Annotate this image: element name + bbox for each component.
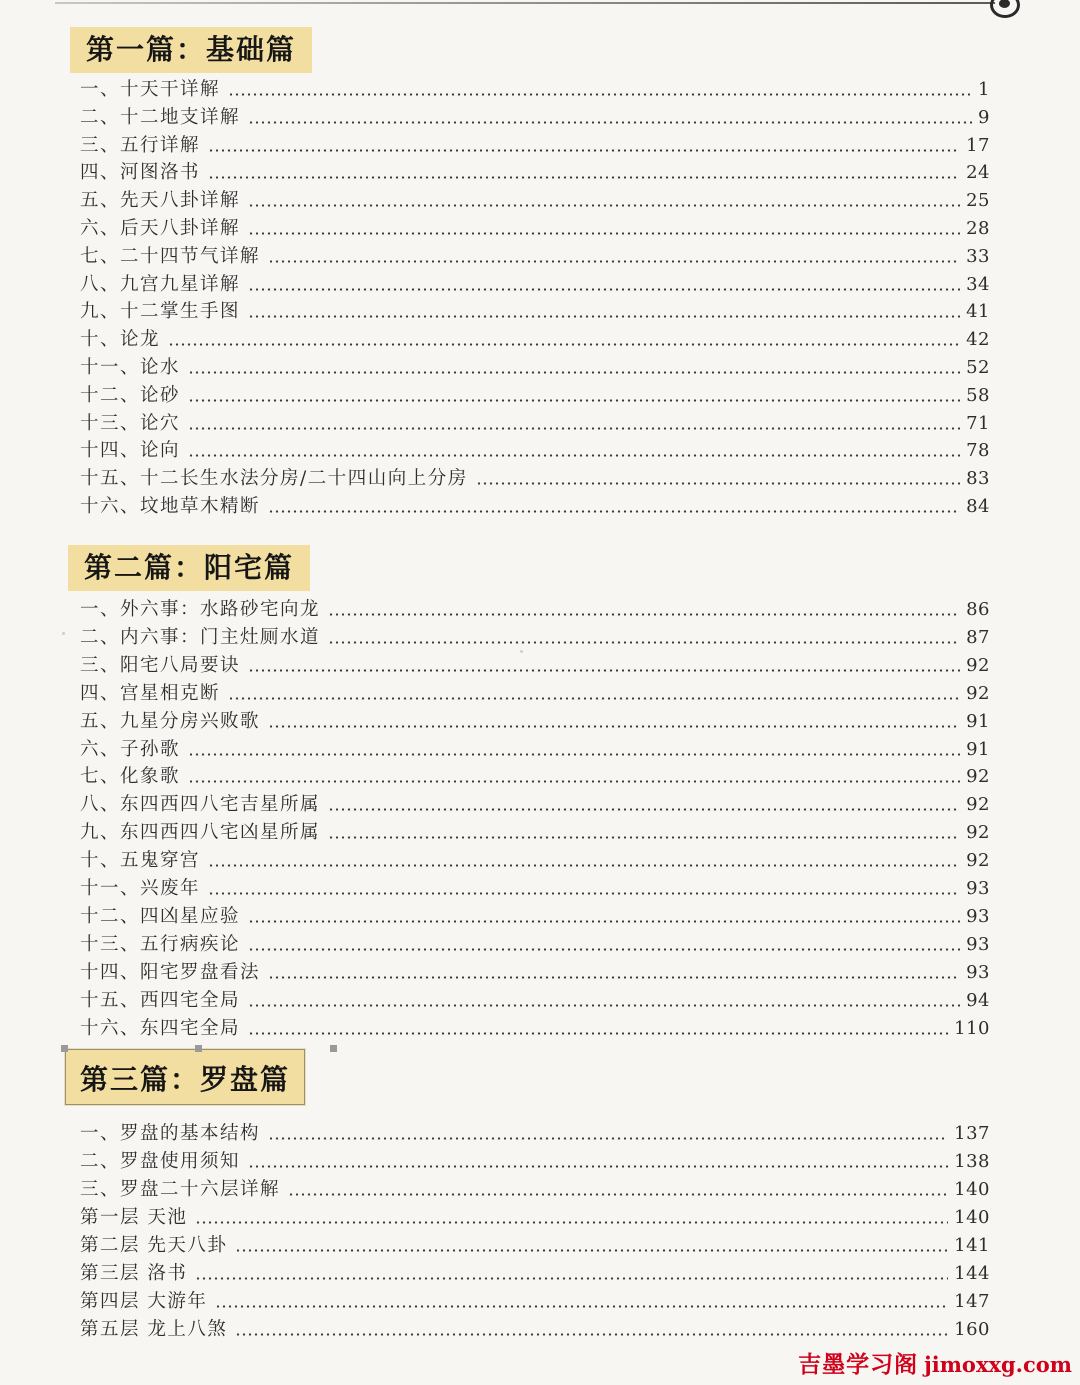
toc-entry-title: 十三、论穴: [80, 412, 181, 434]
toc-entry-title: 十一、论水: [80, 357, 181, 378]
toc-entry-title: 十二、四凶星应验: [80, 905, 241, 927]
toc-entry[interactable]: [80, 598, 990, 622]
toc-entry-page: 84: [966, 496, 990, 517]
toc-entry-page: 83: [966, 468, 990, 490]
dot-leader: [228, 697, 960, 700]
toc-entry-page: 71: [966, 412, 990, 434]
toc-entry[interactable]: [80, 905, 990, 929]
toc-entry-title: 二、内六事：门主灶厕水道: [80, 626, 321, 648]
toc-entry-title: 三、阳宅八局要诀: [80, 654, 241, 676]
dot-leader: [248, 1032, 948, 1035]
toc-entry-title: 八、九宫九星详解: [80, 273, 241, 295]
toc-entry-title: 一、罗盘的基本结构: [80, 1123, 261, 1144]
toc-entry-title: 五、九星分房兴败歌: [80, 710, 261, 732]
toc-entry[interactable]: [80, 1178, 990, 1202]
toc-entry-page: 140: [954, 1179, 990, 1200]
toc-entry[interactable]: [80, 1262, 990, 1286]
toc-entry[interactable]: [80, 821, 990, 845]
selection-handle[interactable]: [61, 1045, 68, 1052]
toc-entry-title: 七、化象歌: [80, 766, 181, 788]
section-header-luopan[interactable]: 第三篇：罗盘篇: [64, 1048, 306, 1106]
toc-entry-title: 五、先天八卦详解: [80, 190, 241, 212]
toc-entry-title: 十、五鬼穿宫: [80, 850, 201, 872]
dot-leader: [268, 510, 960, 513]
section-header-yangzhai: 第二篇：阳宅篇: [68, 545, 310, 591]
dot-leader: [268, 1137, 948, 1140]
page-ornament-icon: [990, 0, 1020, 18]
toc-entry-page: 28: [966, 218, 990, 239]
toc-entry-page: 9: [978, 106, 990, 128]
dot-leader: [248, 121, 972, 124]
toc-entry-page: 34: [966, 273, 990, 295]
paper-speck: [520, 650, 523, 653]
toc-entry[interactable]: [80, 495, 990, 519]
toc-entry-title: 第二层 先天八卦: [80, 1235, 228, 1256]
dot-leader: [248, 948, 960, 951]
toc-entry[interactable]: [80, 877, 990, 901]
toc-entry-page: 58: [966, 384, 990, 406]
dot-leader: [328, 641, 960, 644]
dot-leader: [328, 613, 960, 616]
toc-entry[interactable]: [80, 710, 990, 734]
dot-leader: [235, 1333, 948, 1336]
toc-entry-title: 九、东四西四八宅凶星所属: [80, 822, 321, 844]
toc-entry-title: 二、十二地支详解: [80, 106, 241, 128]
toc-entry-page: 42: [966, 329, 990, 351]
toc-entry-page: 1: [978, 79, 990, 100]
dot-leader: [188, 454, 960, 457]
toc-entry-title: 十五、十二长生水法分房/二十四山向上分房: [80, 468, 468, 490]
toc-entry-title: 九、十二掌生手图: [80, 301, 241, 323]
dot-leader: [188, 371, 960, 374]
dot-leader: [248, 1004, 960, 1007]
toc-entry-page: 92: [966, 654, 990, 676]
toc-entry-title: 第五层 龙上八煞: [80, 1319, 228, 1340]
toc-entry[interactable]: [80, 106, 990, 130]
toc-entry[interactable]: [80, 1318, 990, 1342]
toc-entry-page: 92: [966, 766, 990, 788]
toc-entry-page: 92: [966, 822, 990, 844]
toc-entry[interactable]: [80, 384, 990, 408]
toc-entry-page: 93: [966, 878, 990, 899]
toc-entry-page: 24: [966, 162, 990, 184]
toc-entry-title: 六、后天八卦详解: [80, 218, 241, 239]
toc-entry[interactable]: [80, 1290, 990, 1314]
toc-entry[interactable]: [80, 1234, 990, 1258]
toc-entry-page: 33: [966, 245, 990, 267]
dot-leader: [228, 93, 972, 96]
toc-entry-title: 第一层 天池: [80, 1207, 188, 1228]
toc-entry-page: 140: [954, 1207, 990, 1228]
toc-entry-title: 三、五行详解: [80, 134, 201, 156]
toc-entry-title: 十六、坟地草木精断: [80, 496, 261, 517]
dot-leader: [248, 315, 960, 318]
top-rule: [55, 2, 995, 4]
toc-entry[interactable]: [80, 300, 990, 324]
dot-leader: [288, 1193, 948, 1196]
dot-leader: [188, 780, 960, 783]
toc-entry[interactable]: [80, 989, 990, 1013]
toc-entry-title: 第三层 洛书: [80, 1263, 188, 1284]
toc-entry-title: 四、河图洛书: [80, 162, 201, 184]
toc-entry[interactable]: [80, 189, 990, 213]
toc-entry[interactable]: [80, 328, 990, 352]
watermark-name: 吉墨学习阁: [798, 1352, 919, 1378]
toc-entry-title: 六、子孙歌: [80, 738, 181, 760]
section-header-basics: 第一篇：基础篇: [70, 27, 312, 73]
dot-leader: [268, 725, 960, 728]
dot-leader: [248, 204, 960, 207]
dot-leader: [188, 753, 960, 756]
toc-entry[interactable]: [80, 626, 990, 650]
toc-entry-title: 十、论龙: [80, 329, 161, 351]
toc-entry[interactable]: [80, 933, 990, 957]
dot-leader: [195, 1277, 948, 1280]
toc-entry-page: 87: [966, 626, 990, 648]
dot-leader: [168, 343, 960, 346]
toc-entry[interactable]: [80, 1017, 990, 1041]
toc-entry-page: 144: [954, 1263, 990, 1284]
toc-entry-page: 52: [966, 357, 990, 378]
toc-entry-title: 四、宫星相克断: [80, 682, 221, 704]
toc-entry-page: 93: [966, 933, 990, 955]
dot-leader: [195, 1221, 948, 1224]
dot-leader: [215, 1305, 948, 1308]
toc-entry-title: 第四层 大游年: [80, 1291, 208, 1312]
dot-leader: [476, 482, 960, 485]
toc-entry-page: 160: [954, 1319, 990, 1340]
toc-entry-page: 91: [966, 738, 990, 760]
toc-entry[interactable]: [80, 1206, 990, 1230]
toc-entry-page: 137: [954, 1123, 990, 1144]
toc-entry[interactable]: [80, 467, 990, 491]
dot-leader: [248, 288, 960, 291]
toc-entry-title: 十二、论砂: [80, 384, 181, 406]
toc-entry[interactable]: [80, 765, 990, 789]
toc-entry[interactable]: [80, 78, 990, 102]
toc-entry-page: 110: [954, 1017, 990, 1039]
toc-entry[interactable]: [80, 1122, 990, 1146]
toc-entry[interactable]: [80, 412, 990, 436]
dot-leader: [248, 669, 960, 672]
dot-leader: [328, 808, 960, 811]
toc-entry[interactable]: [80, 682, 990, 706]
toc-entry[interactable]: [80, 961, 990, 985]
toc-entry-page: 78: [966, 440, 990, 462]
toc-entry[interactable]: [80, 161, 990, 185]
toc-entry-page: 141: [954, 1235, 990, 1256]
dot-leader: [268, 260, 960, 263]
toc-entry[interactable]: [80, 134, 990, 158]
dot-leader: [208, 864, 960, 867]
paper-speck: [62, 632, 65, 635]
dot-leader: [328, 836, 960, 839]
dot-leader: [208, 176, 960, 179]
toc-entry-title: 一、十天干详解: [80, 79, 221, 100]
toc-entry[interactable]: [80, 245, 990, 269]
watermark-domain: jimoxxg.com: [924, 1352, 1072, 1377]
dot-leader: [248, 1165, 948, 1168]
toc-entry[interactable]: [80, 793, 990, 817]
toc-entry-title: 十四、阳宅罗盘看法: [80, 961, 261, 983]
toc-entry[interactable]: [80, 273, 990, 297]
toc-entry-title: 十五、西四宅全局: [80, 989, 241, 1011]
dot-leader: [208, 149, 960, 152]
selection-handle[interactable]: [195, 1045, 202, 1052]
toc-entry-page: 41: [966, 301, 990, 323]
toc-entry-title: 二、罗盘使用须知: [80, 1151, 241, 1172]
site-watermark: [798, 1347, 1072, 1383]
toc-entry-page: 17: [966, 134, 990, 156]
toc-entry-page: 92: [966, 682, 990, 704]
toc-entry[interactable]: [80, 217, 990, 241]
toc-entry-title: 三、罗盘二十六层详解: [80, 1179, 281, 1200]
toc-entry-title: 八、东四西四八宅吉星所属: [80, 794, 321, 816]
toc-entry-title: 七、二十四节气详解: [80, 245, 261, 267]
toc-entry-page: 91: [966, 710, 990, 732]
dot-leader: [248, 920, 960, 923]
selection-handle[interactable]: [330, 1045, 337, 1052]
dot-leader: [188, 427, 960, 430]
toc-entry[interactable]: [80, 439, 990, 463]
toc-entry-page: 94: [966, 989, 990, 1011]
toc-entry-page: 92: [966, 850, 990, 872]
toc-entry-title: 十四、论向: [80, 440, 181, 462]
toc-entry-page: 93: [966, 905, 990, 927]
toc-entry-title: 十一、兴废年: [80, 878, 201, 899]
dot-leader: [235, 1249, 948, 1252]
dot-leader: [268, 976, 960, 979]
toc-entry[interactable]: [80, 654, 990, 678]
toc-entry-page: 147: [954, 1291, 990, 1312]
toc-entry-title: 十三、五行病疾论: [80, 933, 241, 955]
toc-entry[interactable]: [80, 356, 990, 380]
toc-entry-page: 138: [954, 1151, 990, 1172]
toc-entry-title: 十六、东四宅全局: [80, 1017, 241, 1039]
toc-entry-page: 25: [966, 190, 990, 212]
toc-entry-page: 86: [966, 599, 990, 620]
toc-entry-page: 92: [966, 794, 990, 816]
toc-entry-title: 一、外六事：水路砂宅向龙: [80, 599, 321, 620]
dot-leader: [248, 232, 960, 235]
toc-entry-page: 93: [966, 961, 990, 983]
dot-leader: [188, 399, 960, 402]
dot-leader: [208, 892, 960, 895]
toc-entry[interactable]: [80, 1150, 990, 1174]
toc-entry[interactable]: [80, 738, 990, 762]
toc-entry[interactable]: [80, 849, 990, 873]
